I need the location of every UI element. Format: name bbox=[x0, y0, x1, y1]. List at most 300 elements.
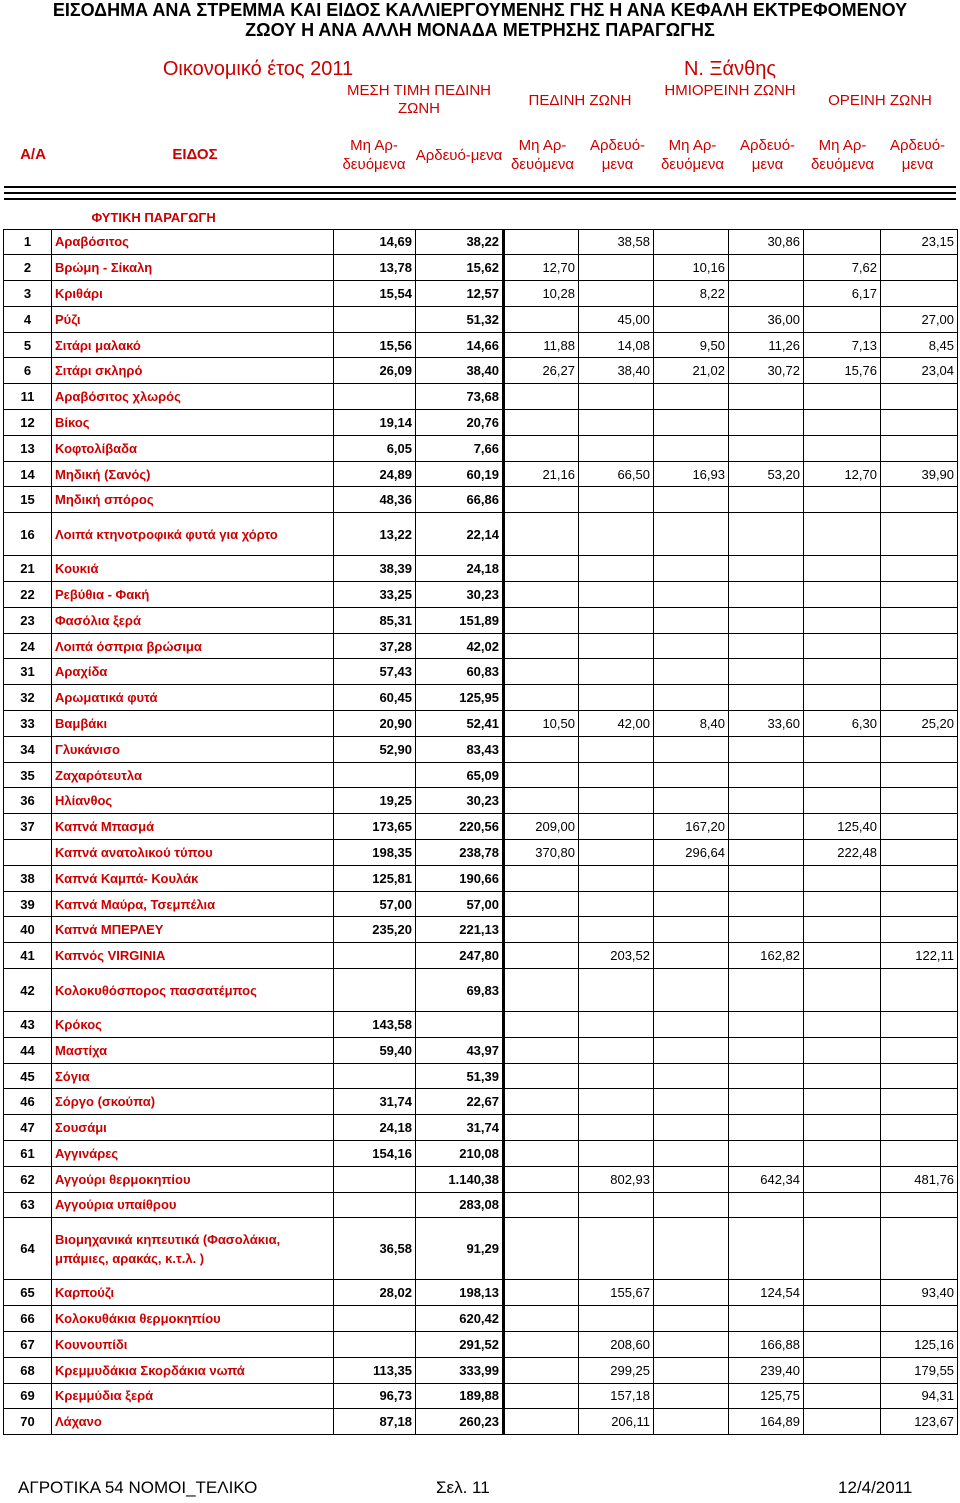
table-row bbox=[4, 1166, 958, 1192]
value-cell: 247,80 bbox=[416, 943, 504, 969]
value-cell: 60,19 bbox=[416, 461, 504, 487]
value-cell bbox=[654, 1063, 729, 1089]
table-row bbox=[4, 255, 958, 281]
value-cell bbox=[654, 1357, 729, 1383]
value-cell bbox=[881, 1115, 958, 1141]
row-number: 24 bbox=[4, 633, 52, 659]
value-cell bbox=[579, 1218, 654, 1280]
value-cell: 42,00 bbox=[579, 711, 654, 737]
value-cell bbox=[881, 633, 958, 659]
value-cell bbox=[729, 1115, 804, 1141]
value-cell: 42,02 bbox=[416, 633, 504, 659]
value-cell: 48,36 bbox=[334, 487, 416, 513]
value-cell: 157,18 bbox=[579, 1383, 654, 1409]
value-cell bbox=[654, 556, 729, 582]
crop-name: Καπνά Μπασμά bbox=[52, 814, 334, 840]
row-number: 5 bbox=[4, 332, 52, 358]
row-number: 15 bbox=[4, 487, 52, 513]
value-cell bbox=[504, 1141, 579, 1167]
value-cell bbox=[804, 1306, 881, 1332]
value-cell bbox=[504, 556, 579, 582]
value-cell bbox=[804, 384, 881, 410]
value-cell bbox=[881, 1218, 958, 1280]
value-cell bbox=[579, 1192, 654, 1218]
value-cell bbox=[729, 840, 804, 866]
value-cell bbox=[654, 1037, 729, 1063]
value-cell: 59,40 bbox=[334, 1037, 416, 1063]
value-cell: 7,13 bbox=[804, 332, 881, 358]
value-cell bbox=[729, 917, 804, 943]
value-cell bbox=[504, 306, 579, 332]
value-cell bbox=[579, 487, 654, 513]
value-cell bbox=[729, 659, 804, 685]
value-cell: 25,20 bbox=[881, 711, 958, 737]
crop-name: Ηλίανθος bbox=[52, 788, 334, 814]
row-number: 35 bbox=[4, 762, 52, 788]
value-cell bbox=[654, 1218, 729, 1280]
value-cell bbox=[579, 659, 654, 685]
value-cell bbox=[654, 607, 729, 633]
value-cell bbox=[334, 1306, 416, 1332]
row-number: 40 bbox=[4, 917, 52, 943]
value-cell: 60,83 bbox=[416, 659, 504, 685]
value-cell bbox=[579, 513, 654, 556]
value-cell bbox=[334, 1192, 416, 1218]
value-cell bbox=[804, 1331, 881, 1357]
value-cell: 11,88 bbox=[504, 332, 579, 358]
value-cell bbox=[504, 917, 579, 943]
crop-name: Βιομηχανικά κηπευτικά (Φασολάκια, μπάμιες, αρακάς, κ.τ.λ. ) bbox=[52, 1218, 334, 1280]
value-cell: 38,58 bbox=[579, 229, 654, 255]
value-cell: 36,58 bbox=[334, 1218, 416, 1280]
value-cell: 22,67 bbox=[416, 1089, 504, 1115]
value-cell bbox=[729, 969, 804, 1012]
crop-name: Καπνά ΜΠΕΡΛΕΥ bbox=[52, 917, 334, 943]
header-rule bbox=[4, 198, 956, 200]
table-row bbox=[4, 814, 958, 840]
value-cell bbox=[881, 969, 958, 1012]
value-cell bbox=[334, 1331, 416, 1357]
value-cell: 10,50 bbox=[504, 711, 579, 737]
value-cell: 173,65 bbox=[334, 814, 416, 840]
row-number: 61 bbox=[4, 1141, 52, 1167]
value-cell bbox=[729, 736, 804, 762]
value-cell bbox=[881, 607, 958, 633]
value-cell bbox=[579, 1141, 654, 1167]
prefecture: Ν. Ξάνθης bbox=[683, 58, 776, 80]
header-aa: Α/Α bbox=[20, 146, 46, 163]
value-cell: 93,40 bbox=[881, 1280, 958, 1306]
value-cell bbox=[579, 556, 654, 582]
value-cell: 14,66 bbox=[416, 332, 504, 358]
value-cell: 198,35 bbox=[334, 840, 416, 866]
value-cell bbox=[654, 1141, 729, 1167]
crop-name: Σουσάμι bbox=[52, 1115, 334, 1141]
value-cell: 12,70 bbox=[804, 461, 881, 487]
value-cell bbox=[881, 513, 958, 556]
value-cell: 222,48 bbox=[804, 840, 881, 866]
value-cell: 30,23 bbox=[416, 788, 504, 814]
value-cell bbox=[729, 788, 804, 814]
row-number: 34 bbox=[4, 736, 52, 762]
value-cell: 52,90 bbox=[334, 736, 416, 762]
value-cell bbox=[729, 1218, 804, 1280]
row-number: 68 bbox=[4, 1357, 52, 1383]
crop-name: Λοιπά όσπρια βρώσιμα bbox=[52, 633, 334, 659]
value-cell bbox=[804, 865, 881, 891]
value-cell: 8,40 bbox=[654, 711, 729, 737]
value-cell: 238,78 bbox=[416, 840, 504, 866]
row-number: 14 bbox=[4, 461, 52, 487]
value-cell bbox=[504, 607, 579, 633]
value-cell: 642,34 bbox=[729, 1166, 804, 1192]
value-cell bbox=[881, 685, 958, 711]
value-cell bbox=[416, 1012, 504, 1038]
value-cell bbox=[729, 607, 804, 633]
row-number: 31 bbox=[4, 659, 52, 685]
value-cell bbox=[579, 607, 654, 633]
row-number: 64 bbox=[4, 1218, 52, 1280]
table-row bbox=[4, 1357, 958, 1383]
value-cell bbox=[579, 762, 654, 788]
row-number: 41 bbox=[4, 943, 52, 969]
sub-irrigated: Αρδευό- μενα bbox=[589, 137, 646, 173]
value-cell: 206,11 bbox=[579, 1409, 654, 1435]
table-row bbox=[4, 865, 958, 891]
crop-name: Βρώμη - Σίκαλη bbox=[52, 255, 334, 281]
value-cell: 283,08 bbox=[416, 1192, 504, 1218]
value-cell bbox=[334, 384, 416, 410]
value-cell bbox=[881, 1141, 958, 1167]
value-cell bbox=[654, 1331, 729, 1357]
value-cell bbox=[654, 513, 729, 556]
value-cell: 221,13 bbox=[416, 917, 504, 943]
value-cell: 166,88 bbox=[729, 1331, 804, 1357]
value-cell bbox=[504, 1089, 579, 1115]
value-cell bbox=[729, 435, 804, 461]
table-row bbox=[4, 1331, 958, 1357]
row-number: 36 bbox=[4, 788, 52, 814]
row-number: 43 bbox=[4, 1012, 52, 1038]
value-cell: 52,41 bbox=[416, 711, 504, 737]
value-cell: 51,39 bbox=[416, 1063, 504, 1089]
value-cell bbox=[654, 1383, 729, 1409]
value-cell bbox=[654, 891, 729, 917]
value-cell bbox=[654, 1192, 729, 1218]
table-row bbox=[4, 1409, 958, 1435]
value-cell bbox=[654, 943, 729, 969]
table-row bbox=[4, 332, 958, 358]
value-cell bbox=[654, 917, 729, 943]
value-cell bbox=[804, 435, 881, 461]
value-cell: 43,97 bbox=[416, 1037, 504, 1063]
value-cell bbox=[579, 582, 654, 608]
value-cell bbox=[804, 969, 881, 1012]
value-cell bbox=[881, 891, 958, 917]
value-cell bbox=[504, 891, 579, 917]
value-cell: 6,05 bbox=[334, 435, 416, 461]
crop-name: Σόργο (σκούπα) bbox=[52, 1089, 334, 1115]
value-cell bbox=[804, 917, 881, 943]
value-cell bbox=[881, 917, 958, 943]
value-cell: 113,35 bbox=[334, 1357, 416, 1383]
crop-name: Καρπούζι bbox=[52, 1280, 334, 1306]
value-cell: 28,02 bbox=[334, 1280, 416, 1306]
table-row bbox=[4, 1089, 958, 1115]
value-cell bbox=[504, 1037, 579, 1063]
value-cell: 15,54 bbox=[334, 281, 416, 307]
crop-name: Λοιπά κτηνοτροφικά φυτά για χόρτο bbox=[52, 513, 334, 556]
crop-name: Κουνουπίδι bbox=[52, 1331, 334, 1357]
value-cell bbox=[504, 1306, 579, 1332]
value-cell bbox=[804, 659, 881, 685]
value-cell bbox=[804, 762, 881, 788]
table-row bbox=[4, 487, 958, 513]
value-cell bbox=[504, 762, 579, 788]
value-cell bbox=[881, 659, 958, 685]
value-cell bbox=[881, 384, 958, 410]
value-cell bbox=[579, 633, 654, 659]
value-cell bbox=[579, 917, 654, 943]
value-cell bbox=[579, 685, 654, 711]
value-cell bbox=[654, 1115, 729, 1141]
value-cell bbox=[504, 1115, 579, 1141]
crop-name: Αγγούρια υπαίθρου bbox=[52, 1192, 334, 1218]
value-cell bbox=[504, 1409, 579, 1435]
row-number: 63 bbox=[4, 1192, 52, 1218]
table-row bbox=[4, 1063, 958, 1089]
value-cell bbox=[504, 659, 579, 685]
row-number: 47 bbox=[4, 1115, 52, 1141]
value-cell bbox=[729, 814, 804, 840]
table-row bbox=[4, 1306, 958, 1332]
value-cell bbox=[804, 1166, 881, 1192]
crop-name: Αραχίδα bbox=[52, 659, 334, 685]
value-cell bbox=[654, 1409, 729, 1435]
value-cell bbox=[579, 840, 654, 866]
value-cell bbox=[729, 487, 804, 513]
value-cell bbox=[729, 1089, 804, 1115]
value-cell: 155,67 bbox=[579, 1280, 654, 1306]
value-cell: 189,88 bbox=[416, 1383, 504, 1409]
value-cell bbox=[881, 865, 958, 891]
value-cell bbox=[804, 1383, 881, 1409]
row-number: 42 bbox=[4, 969, 52, 1012]
table-row bbox=[4, 281, 958, 307]
value-cell: 24,89 bbox=[334, 461, 416, 487]
value-cell bbox=[504, 1192, 579, 1218]
table-row bbox=[4, 633, 958, 659]
value-cell: 7,66 bbox=[416, 435, 504, 461]
table-row bbox=[4, 788, 958, 814]
value-cell bbox=[729, 255, 804, 281]
value-cell bbox=[729, 384, 804, 410]
table-row bbox=[4, 1037, 958, 1063]
value-cell: 33,60 bbox=[729, 711, 804, 737]
row-number: 13 bbox=[4, 435, 52, 461]
value-cell bbox=[804, 1409, 881, 1435]
value-cell: 11,26 bbox=[729, 332, 804, 358]
crop-name: Καπνά Καμπά- Κουλάκ bbox=[52, 865, 334, 891]
section-row bbox=[4, 206, 958, 229]
crop-name: Λάχανο bbox=[52, 1409, 334, 1435]
value-cell bbox=[804, 229, 881, 255]
sub-non-irrigated: Μη Αρ- δευόμενα bbox=[660, 137, 725, 173]
value-cell bbox=[804, 1037, 881, 1063]
value-cell bbox=[504, 582, 579, 608]
value-cell bbox=[804, 685, 881, 711]
value-cell: 30,86 bbox=[729, 229, 804, 255]
value-cell bbox=[654, 788, 729, 814]
crop-name: Σιτάρι σκληρό bbox=[52, 358, 334, 384]
value-cell: 94,31 bbox=[881, 1383, 958, 1409]
value-cell bbox=[804, 1141, 881, 1167]
row-number: 12 bbox=[4, 410, 52, 436]
value-cell: 19,25 bbox=[334, 788, 416, 814]
value-cell bbox=[654, 969, 729, 1012]
value-cell bbox=[334, 1063, 416, 1089]
value-cell bbox=[729, 1141, 804, 1167]
table-row bbox=[4, 1115, 958, 1141]
value-cell bbox=[579, 384, 654, 410]
row-number: 23 bbox=[4, 607, 52, 633]
value-cell bbox=[881, 1192, 958, 1218]
value-cell bbox=[654, 229, 729, 255]
row-number: 39 bbox=[4, 891, 52, 917]
value-cell: 30,23 bbox=[416, 582, 504, 608]
value-cell: 167,20 bbox=[654, 814, 729, 840]
value-cell: 296,64 bbox=[654, 840, 729, 866]
row-number: 4 bbox=[4, 306, 52, 332]
row-number: 66 bbox=[4, 1306, 52, 1332]
value-cell: 15,62 bbox=[416, 255, 504, 281]
value-cell bbox=[579, 1037, 654, 1063]
header-semi-mountain: ΗΜΙΟΡΕΙΝΗ ΖΩΝΗ bbox=[664, 82, 796, 99]
value-cell bbox=[804, 736, 881, 762]
value-cell: 57,43 bbox=[334, 659, 416, 685]
value-cell bbox=[654, 1306, 729, 1332]
value-cell: 14,08 bbox=[579, 332, 654, 358]
value-cell bbox=[804, 410, 881, 436]
value-cell bbox=[579, 1063, 654, 1089]
value-cell: 125,40 bbox=[804, 814, 881, 840]
sub-irrigated: Αρδευό- μενα bbox=[739, 137, 796, 173]
value-cell: 13,22 bbox=[334, 513, 416, 556]
value-cell bbox=[804, 556, 881, 582]
crop-name: Αραβόσιτος bbox=[52, 229, 334, 255]
value-cell bbox=[804, 1089, 881, 1115]
value-cell: 164,89 bbox=[729, 1409, 804, 1435]
table-row bbox=[4, 229, 958, 255]
value-cell: 21,16 bbox=[504, 461, 579, 487]
header-eidos: ΕΙΔΟΣ bbox=[172, 146, 218, 163]
crop-name: Σιτάρι μαλακό bbox=[52, 332, 334, 358]
value-cell: 6,17 bbox=[804, 281, 881, 307]
value-cell: 20,76 bbox=[416, 410, 504, 436]
value-cell: 24,18 bbox=[334, 1115, 416, 1141]
crop-name: Κρεμμυδάκια Σκορδάκια νωπά bbox=[52, 1357, 334, 1383]
value-cell bbox=[504, 1063, 579, 1089]
value-cell bbox=[654, 633, 729, 659]
value-cell bbox=[504, 633, 579, 659]
value-cell: 198,13 bbox=[416, 1280, 504, 1306]
value-cell: 20,90 bbox=[334, 711, 416, 737]
table-row bbox=[4, 917, 958, 943]
value-cell bbox=[804, 1063, 881, 1089]
sub-non-irrigated: Μη Αρ- δευόμενα bbox=[342, 137, 406, 173]
value-cell: 12,57 bbox=[416, 281, 504, 307]
value-cell: 65,09 bbox=[416, 762, 504, 788]
value-cell: 154,16 bbox=[334, 1141, 416, 1167]
value-cell bbox=[729, 1012, 804, 1038]
income-table bbox=[3, 206, 958, 1435]
value-cell: 16,93 bbox=[654, 461, 729, 487]
value-cell bbox=[804, 607, 881, 633]
value-cell bbox=[729, 762, 804, 788]
value-cell: 37,28 bbox=[334, 633, 416, 659]
value-cell: 125,95 bbox=[416, 685, 504, 711]
value-cell bbox=[579, 969, 654, 1012]
value-cell: 122,11 bbox=[881, 943, 958, 969]
value-cell bbox=[804, 306, 881, 332]
sub-irrigated: Αρδευό-μενα bbox=[415, 147, 503, 164]
value-cell bbox=[804, 788, 881, 814]
value-cell bbox=[654, 659, 729, 685]
value-cell bbox=[334, 969, 416, 1012]
value-cell bbox=[579, 891, 654, 917]
value-cell bbox=[729, 1063, 804, 1089]
row-number: 67 bbox=[4, 1331, 52, 1357]
crop-name: Βαμβάκι bbox=[52, 711, 334, 737]
value-cell: 57,00 bbox=[334, 891, 416, 917]
value-cell bbox=[729, 1192, 804, 1218]
value-cell bbox=[334, 306, 416, 332]
value-cell bbox=[654, 1280, 729, 1306]
value-cell bbox=[579, 1306, 654, 1332]
crop-name: Μηδική (Σανός) bbox=[52, 461, 334, 487]
value-cell: 33,25 bbox=[334, 582, 416, 608]
value-cell: 802,93 bbox=[579, 1166, 654, 1192]
crop-name: Μηδική σπόρος bbox=[52, 487, 334, 513]
value-cell bbox=[804, 633, 881, 659]
row-number: 22 bbox=[4, 582, 52, 608]
table-row bbox=[4, 659, 958, 685]
value-cell: 203,52 bbox=[579, 943, 654, 969]
value-cell bbox=[654, 685, 729, 711]
footer-date: 12/4/2011 bbox=[838, 1478, 913, 1497]
value-cell: 22,14 bbox=[416, 513, 504, 556]
crop-name: Ρεβύθια - Φακή bbox=[52, 582, 334, 608]
value-cell: 209,00 bbox=[504, 814, 579, 840]
value-cell bbox=[504, 410, 579, 436]
value-cell: 96,73 bbox=[334, 1383, 416, 1409]
table-row bbox=[4, 461, 958, 487]
crop-name: Κουκιά bbox=[52, 556, 334, 582]
crop-name: Αρωματικά φυτά bbox=[52, 685, 334, 711]
value-cell bbox=[729, 891, 804, 917]
value-cell bbox=[504, 1012, 579, 1038]
row-number: 62 bbox=[4, 1166, 52, 1192]
table-row bbox=[4, 582, 958, 608]
value-cell bbox=[504, 513, 579, 556]
crop-name: Καπνά ανατολικού τύπου bbox=[52, 840, 334, 866]
value-cell: 91,29 bbox=[416, 1218, 504, 1280]
value-cell bbox=[579, 435, 654, 461]
crop-name: Αγγούρι θερμοκηπίου bbox=[52, 1166, 334, 1192]
value-cell: 12,70 bbox=[504, 255, 579, 281]
value-cell: 125,81 bbox=[334, 865, 416, 891]
value-cell bbox=[504, 969, 579, 1012]
